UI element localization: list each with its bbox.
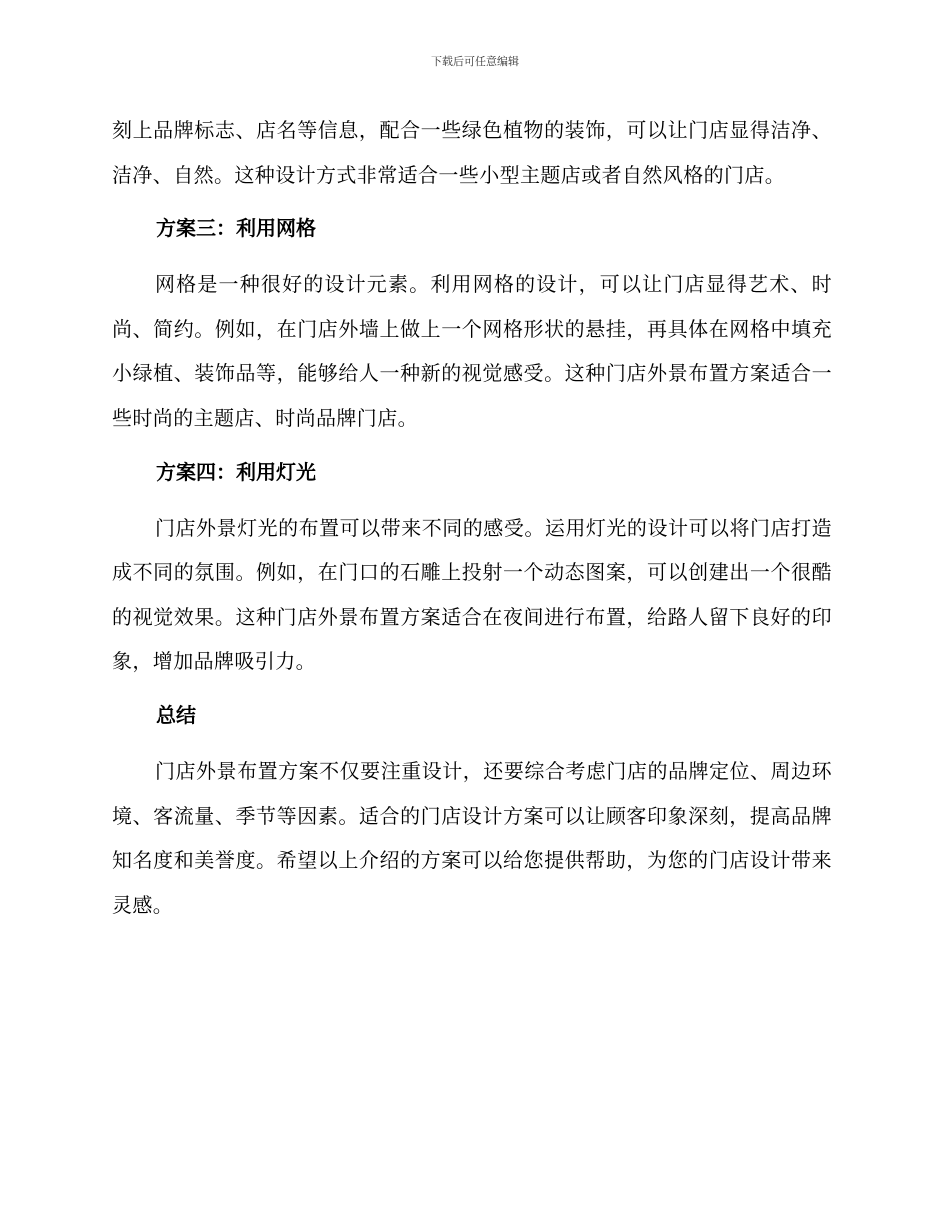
page-header-note: 下载后可任意编辑 (431, 55, 519, 68)
plan-three-paragraph: 网格是一种很好的设计元素。利用网格的设计，可以让门店显得艺术、时尚、简约。例如，在门店外墙上做上一个网格形状的悬挂，再具体在网格中填充小绿植、装饰品等，能够给人一种新的视觉感受。这种门店外景布置方案适合一些时尚的主题店、时尚品牌门店。 (112, 272, 832, 430)
summary-paragraph: 门店外景布置方案不仅要注重设计，还要综合考虑门店的品牌定位、周边环境、客流量、季节等因素。适合的门店设计方案可以让顾客印象深刻，提高品牌知名度和美誉度。希望以上介绍的方案可以给您提供帮助，为您的门店设计带来灵感。 (112, 758, 832, 917)
intro-continued-paragraph: 刻上品牌标志、店名等信息，配合一些绿色植物的装饰，可以让门店显得洁净、洁净、自然。这种设计方式非常适合一些小型主题店或者自然风格的门店。 (112, 118, 832, 187)
summary-heading: 总结 (156, 702, 196, 727)
plan-four-paragraph: 门店外景灯光的布置可以带来不同的感受。运用灯光的设计可以将门店打造成不同的氛围。例如，在门口的石雕上投射一个动态图案，可以创建出一个很酷的视觉效果。这种门店外景布置方案适合在夜间进行布置，给路人留下良好的印象，增加品牌吸引力。 (112, 515, 832, 674)
document-body (112, 108, 832, 934)
plan-four-heading: 方案四：利用灯光 (156, 459, 316, 484)
plan-three-heading: 方案三：利用网格 (156, 216, 316, 241)
